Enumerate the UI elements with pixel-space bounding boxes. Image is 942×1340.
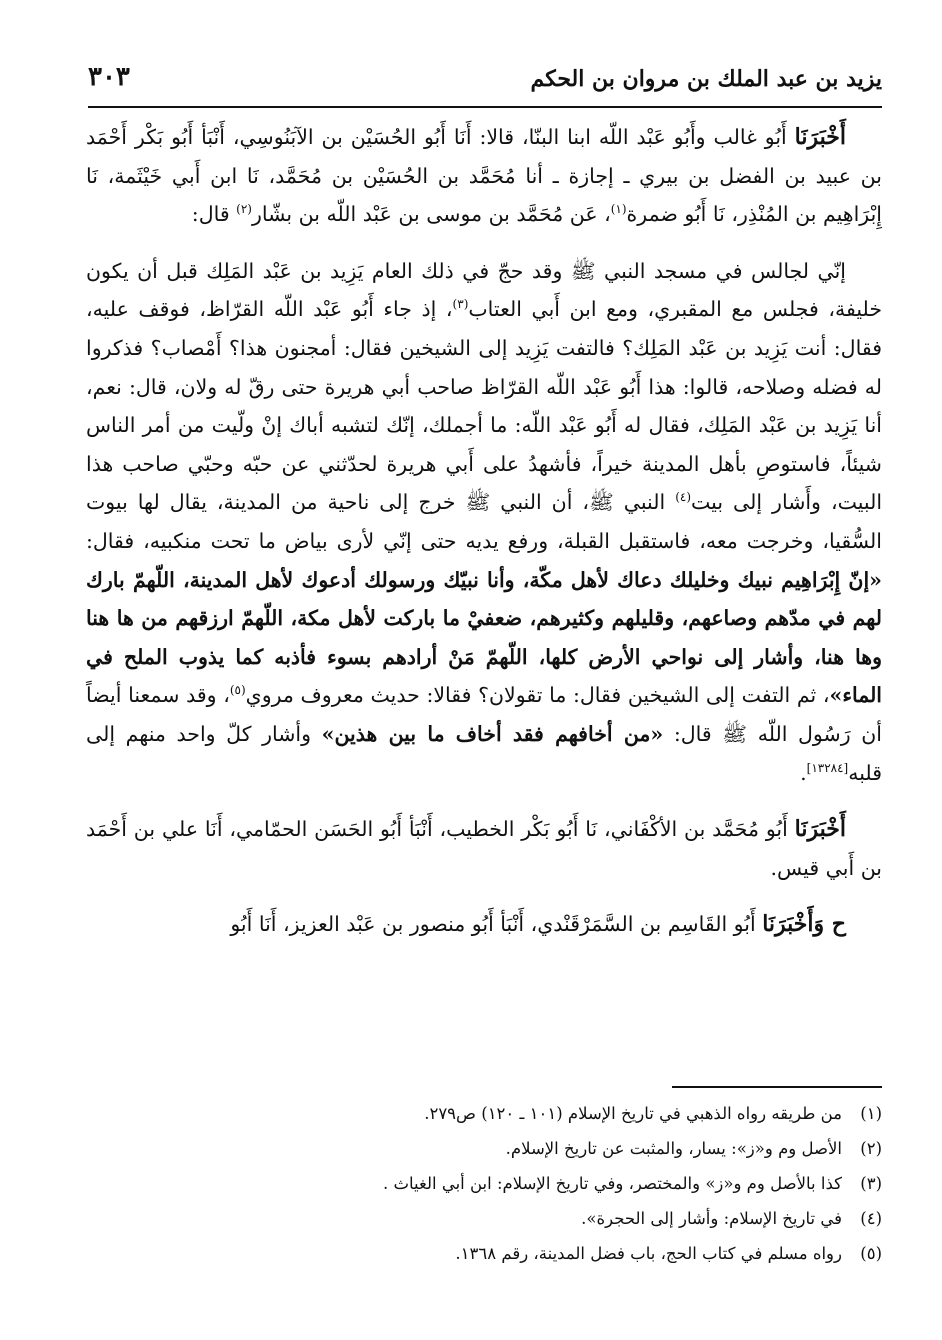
reference-number: [١٣٢٨٤]: [806, 760, 849, 775]
footnote-ref-2[interactable]: (٢): [236, 202, 252, 217]
header-divider: [88, 106, 882, 108]
paragraph-1: [86, 118, 882, 234]
paragraph-2: [86, 252, 882, 792]
narration-lead: ح وَأَخْبَرَنَا: [762, 911, 846, 938]
footnote-text: رواه مسلم في كتاب الحج، باب فضل المدينة، رقم ١٣٦٨.: [455, 1244, 842, 1263]
footnote-text: من طريقه رواه الذهبي في تاريخ الإسلام (١٠١ ـ ١٢٠) ص٢٧٩.: [424, 1104, 842, 1123]
main-text: [86, 118, 882, 944]
paragraph-text: أَبُو القَاسِم بن السَّمَرْقَنْدي، أَنْبَأ أَبُو منصور بن عَبْد العزيز، أَنَا أَبُو: [230, 912, 763, 937]
footnote-number: (٢): [860, 1139, 882, 1158]
paragraph-text: وأشار كلّ واحد منهم إلى قلبه: [86, 721, 882, 785]
footnote: [86, 1166, 882, 1201]
footnote-text: كذا بالأصل وم و«ز» والمختصر، وفي تاريخ الإسلام: ابن أبي الغياث .: [382, 1174, 842, 1193]
running-header: [88, 58, 882, 106]
footnote-ref-3[interactable]: (٣): [452, 297, 469, 312]
footnote-number: (١): [860, 1104, 882, 1123]
footnote-text: في تاريخ الإسلام: وأشار إلى الحجرة».: [581, 1209, 842, 1228]
paragraph-text: أَبُو مُحَمَّد بن الأكْفَاني، نَا أَبُو بَكْر الخطيب، أَنْبَأ أَبُو الحَسَن الحمّامي، أَنَا علي بن أَحْمَد بن أَبي قيس.: [86, 817, 882, 880]
paragraph-text: قال:: [191, 202, 237, 227]
footnotes: [86, 1096, 882, 1271]
footnote-divider: [672, 1086, 882, 1088]
paragraph-text: .: [800, 760, 807, 785]
footnote-number: (٣): [860, 1174, 882, 1193]
narration-lead: أَخْبَرَنَا: [794, 816, 846, 843]
paragraph-text: ، وقد سمعنا أيضاً أن رَسُول اللّه ﷺ قال:: [86, 683, 882, 746]
footnote-ref-1[interactable]: (١): [610, 202, 627, 217]
footnote-ref-4[interactable]: (٤): [675, 490, 692, 505]
header-title: يزيد بن عبد الملك بن مروان بن الحكم: [530, 66, 882, 92]
footnote-ref-5[interactable]: (٥): [229, 683, 246, 698]
narration-lead: أَخْبَرَنَا: [794, 124, 846, 150]
footnote: [86, 1201, 882, 1236]
paragraph-text: ، ثم التفت إلى الشيخين فقال: ما تقولان؟ فقالا: حديث معروف مروي: [245, 683, 830, 708]
paragraph-text: إنّي لجالس في مسجد النبي ﷺ وقد حجّ في ذلك العام يَزِيد بن عَبْد المَلِك قبل أن يكون خليفة، فجلس مع المقبري، ومع ابن أَبي العتاب: [86, 258, 882, 322]
hadith-quote: «من أخافهم فقد أخاف ما بين هذين»: [321, 721, 664, 746]
footnote: [86, 1096, 882, 1131]
paragraph-3: [86, 810, 882, 887]
paragraph-text: أَبُو غالب وأَبُو عَبْد اللّه ابنا البنّا، قالا: أَنَا أَبُو الحُسَيْن بن الآبَنُوسِي، أَنْبَأ أَبُو بَكْر أَحْمَد بن عبيد بن الفضل بن بيري ـ إجازة ـ أنا مُحَمَّد بن الحُسَيْن بن مُحَمَّد، نَا ابن أَبي خَيْثَمة، نَا إِبْرَاهِيم بن المُنْذِر، نَا أَبُو ضمرة: [86, 125, 882, 227]
footnote-number: (٥): [860, 1244, 882, 1263]
footnote-text: الأصل وم و«ز»: يسار، والمثبت عن تاريخ الإسلام.: [505, 1139, 842, 1158]
page-number: ٣٠٣: [88, 62, 130, 92]
hadith-quote: «إنّ إِبْرَاهِيم نبيك وخليلك دعاك لأهل مكّة، وأنا نبيّك ورسولك أدعوك لأهل المدينة، اللّهمّ بارك لهم في مدّهم وصاعهم، وقليلهم وكثيرهم، ضعفيْ ما باركت لأهل مكة، اللّهمّ ارزقهم من ها هنا وها هنا، وأشار إلى نواحي الأرض كلها، اللّهمّ مَنْ أرادهم بسوء فأذبه كما يذوب الملح في الماء»: [86, 567, 883, 708]
footnote: [86, 1236, 882, 1271]
paragraph-4: [86, 905, 882, 944]
footnote: [86, 1131, 882, 1166]
paragraph-text: النبي ﷺ، أن النبي ﷺ خرج إلى ناحية من المدينة، يقال لها بيوت السُّقيا، وخرجت معه، فاستقبل القبلة، ورفع يديه حتى إنّي لأرى بياض ما تحت منكبيه، فقال:: [86, 490, 882, 553]
paragraph-text: ، إذ جاء أَبُو عَبْد اللّه القرّاظ، فوقف عليه، فقال: أنت يَزِيد بن عَبْد المَلِك؟ فالتفت يَزِيد إلى الشيخين فقال: أمجنون هذا؟ أَمْصاب؟ فذكروا له فضله وصلاحه، قالوا: هذا أَبُو عَبْد اللّه القرّاظ صاحب أبي هريرة حتى رقّ له ولان، قال: نعم، أنا يَزِيد بن عَبْد المَلِك، فقال له أَبُو عَبْد اللّه: ما أجملك، إنّك لتشبه أباك إنْ ولّيت من أمر الناس شيئاً، فاستوصِ بأهل المدينة خيراً، فأشهدُ على أَبي هريرة لحدّثني عن حبّه وحبّي صاحب هذا البيت، وأَشار إلى بيت: [86, 297, 883, 515]
footnote-number: (٤): [860, 1209, 882, 1228]
paragraph-text: ، عَن مُحَمَّد بن موسى بن عَبْد اللّه بن بشّار: [251, 202, 611, 227]
